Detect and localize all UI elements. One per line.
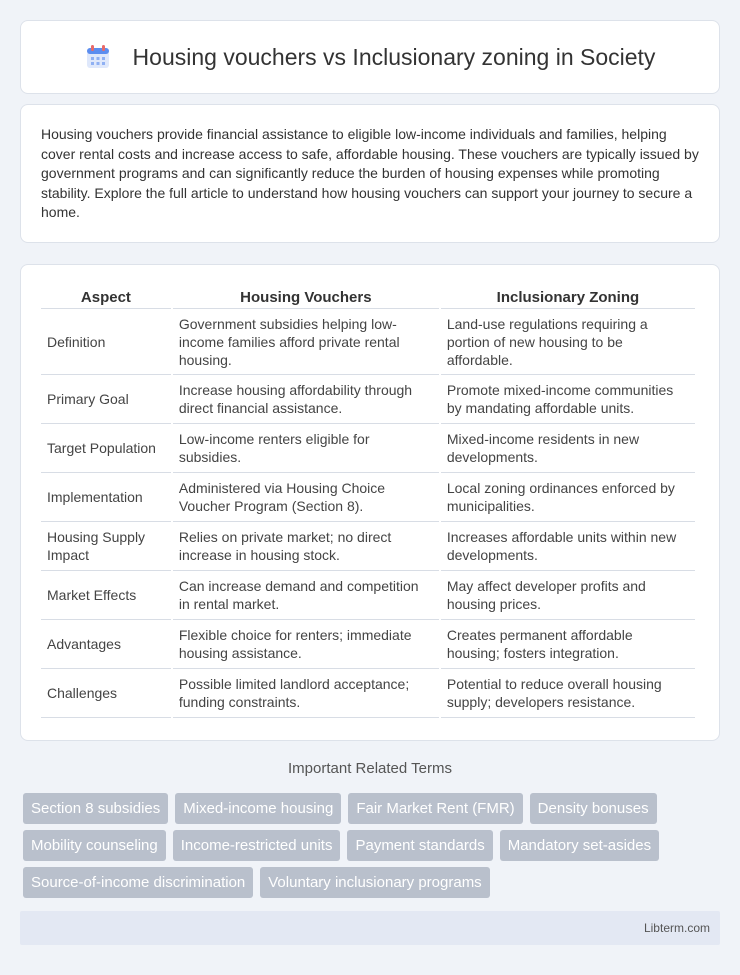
tag-source-of-income-discrimination[interactable]: Source-of-income discrimination xyxy=(23,867,253,898)
tag-fair-market-rent[interactable]: Fair Market Rent (FMR) xyxy=(348,793,522,824)
cell-housing-vouchers: Government subsidies helping low-income families afford private rental housing. xyxy=(173,309,439,375)
table-row xyxy=(41,473,695,522)
table-row xyxy=(41,375,695,424)
related-terms-list xyxy=(23,793,723,904)
cell-housing-vouchers: Administered via Housing Choice Voucher Program (Section 8). xyxy=(173,473,439,522)
title-card xyxy=(20,20,720,94)
cell-inclusionary-zoning: Increases affordable units within new developments. xyxy=(441,522,695,571)
intro-paragraph: Housing vouchers provide financial assistance to eligible low-income individuals and families, helping cover rental costs and increase access to safe, affordable housing. These vouchers are typically issued by government programs and can significantly reduce the burden of housing expenses while promoting stability. Explore the full article to understand how housing vouchers can support your journey to secure a home. xyxy=(41,126,699,220)
table-row xyxy=(41,571,695,620)
tag-voluntary-inclusionary-programs[interactable]: Voluntary inclusionary programs xyxy=(260,867,489,898)
cell-inclusionary-zoning: Local zoning ordinances enforced by municipalities. xyxy=(441,473,695,522)
cell-housing-vouchers: Increase housing affordability through direct financial assistance. xyxy=(173,375,439,424)
cell-housing-vouchers: Relies on private market; no direct increase in housing stock. xyxy=(173,522,439,571)
comparison-card xyxy=(20,264,720,741)
related-terms-title: Important Related Terms xyxy=(288,760,452,777)
tag-row xyxy=(23,793,723,824)
tag-density-bonuses[interactable]: Density bonuses xyxy=(530,793,657,824)
cell-aspect: Implementation xyxy=(41,473,171,522)
footer-site-link[interactable]: Libterm.com xyxy=(643,921,710,935)
cell-aspect: Primary Goal xyxy=(41,375,171,424)
header-housing-vouchers: Housing Vouchers xyxy=(173,285,439,309)
cell-inclusionary-zoning: Promote mixed-income communities by mandating affordable units. xyxy=(441,375,695,424)
tag-row xyxy=(23,867,723,898)
tag-mandatory-set-asides[interactable]: Mandatory set-asides xyxy=(500,830,659,861)
table-row xyxy=(41,309,695,375)
cell-aspect: Target Population xyxy=(41,424,171,473)
cell-aspect: Market Effects xyxy=(41,571,171,620)
cell-inclusionary-zoning: Creates permanent affordable housing; fosters integration. xyxy=(441,620,695,669)
cell-housing-vouchers: Can increase demand and competition in rental market. xyxy=(173,571,439,620)
header-aspect: Aspect xyxy=(41,285,171,309)
tag-section-8-subsidies[interactable]: Section 8 subsidies xyxy=(23,793,168,824)
cell-housing-vouchers: Low-income renters eligible for subsidies. xyxy=(173,424,439,473)
cell-inclusionary-zoning: Potential to reduce overall housing supply; developers resistance. xyxy=(441,669,695,718)
tag-mobility-counseling[interactable]: Mobility counseling xyxy=(23,830,166,861)
header-inclusionary-zoning: Inclusionary Zoning xyxy=(441,285,695,309)
table-row xyxy=(41,522,695,571)
cell-aspect: Housing Supply Impact xyxy=(41,522,171,571)
comparison-table xyxy=(39,285,697,718)
tag-mixed-income-housing[interactable]: Mixed-income housing xyxy=(175,793,341,824)
tag-row xyxy=(23,830,723,861)
table-header-row xyxy=(41,285,695,309)
cell-aspect: Challenges xyxy=(41,669,171,718)
table-row xyxy=(41,424,695,473)
table-row xyxy=(41,669,695,718)
cell-inclusionary-zoning: Mixed-income residents in new developments. xyxy=(441,424,695,473)
cell-inclusionary-zoning: May affect developer profits and housing prices. xyxy=(441,571,695,620)
intro-card xyxy=(20,104,720,243)
page-title: Housing vouchers vs Inclusionary zoning in Society xyxy=(132,43,656,70)
tag-income-restricted-units[interactable]: Income-restricted units xyxy=(173,830,341,861)
cell-housing-vouchers: Possible limited landlord acceptance; funding constraints. xyxy=(173,669,439,718)
cell-inclusionary-zoning: Land-use regulations requiring a portion of new housing to be affordable. xyxy=(441,309,695,375)
table-row xyxy=(41,620,695,669)
footer xyxy=(20,911,720,945)
tag-payment-standards[interactable]: Payment standards xyxy=(347,830,492,861)
cell-aspect: Definition xyxy=(41,309,171,375)
cell-housing-vouchers: Flexible choice for renters; immediate housing assistance. xyxy=(173,620,439,669)
cell-aspect: Advantages xyxy=(41,620,171,669)
calendar-icon xyxy=(85,44,111,70)
